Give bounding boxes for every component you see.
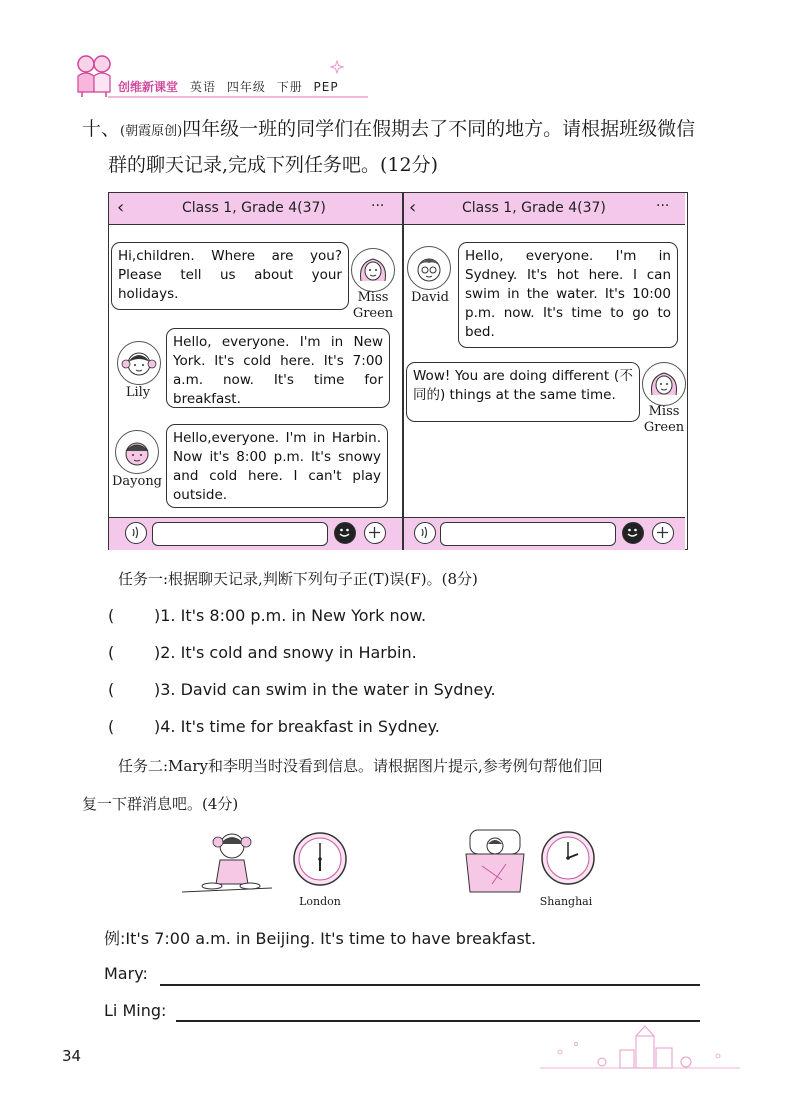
volume: 下册 bbox=[276, 80, 303, 94]
avatar-miss-green-2 bbox=[642, 362, 686, 406]
question-prompt-2: 群的聊天记录,完成下列任务吧。(12分) bbox=[108, 154, 439, 176]
more-icon[interactable]: ··· bbox=[656, 198, 670, 214]
avatar-david bbox=[407, 246, 451, 290]
boy-glasses-face-icon bbox=[408, 247, 450, 289]
edition: PEP bbox=[313, 80, 339, 94]
task2-line-2: 复一下群消息吧。(4分) bbox=[82, 795, 239, 813]
mary-answer-line[interactable] bbox=[160, 984, 700, 986]
name-miss-green-2: Miss Green bbox=[643, 404, 685, 435]
boy-sleeping-icon bbox=[462, 826, 528, 896]
back-icon[interactable]: ‹ bbox=[409, 197, 417, 218]
name-miss-green: Miss Green bbox=[352, 290, 394, 321]
plus-icon[interactable] bbox=[364, 522, 386, 544]
header-logo bbox=[70, 52, 118, 98]
grade: 四年级 bbox=[226, 80, 266, 94]
castle-deco-icon bbox=[540, 1022, 740, 1072]
avatar-dayong bbox=[115, 430, 159, 474]
avatar-lily bbox=[117, 341, 161, 385]
plus-icon[interactable] bbox=[652, 522, 674, 544]
message-input[interactable] bbox=[152, 522, 328, 546]
task2-line-1: 任务二:Mary和李明当时没看到信息。请根据图片提示,参考例句帮他们回 bbox=[118, 757, 603, 775]
book-info bbox=[190, 78, 345, 95]
chat-title-left: Class 1, Grade 4(37) bbox=[182, 200, 326, 216]
more-icon[interactable]: ··· bbox=[371, 198, 385, 214]
task1-heading: 任务一:根据聊天记录,判断下列句子正(T)误(F)。(8分) bbox=[118, 570, 478, 588]
task1-item-2: ( )2. It's cold and snowy in Harbin. bbox=[108, 643, 417, 662]
message-input[interactable] bbox=[440, 522, 616, 546]
boy-face-icon bbox=[116, 431, 158, 473]
name-dayong: Dayong bbox=[111, 474, 163, 489]
header-divider bbox=[108, 96, 368, 98]
question-source: (朝霞原创) bbox=[120, 124, 183, 139]
task1-item-1: ( )1. It's 8:00 p.m. in New York now. bbox=[108, 606, 427, 625]
chat-bubble-david: Hello, everyone. I'm in Sydney. It's hot here. I can swim in the water. It's 10:00 p.m. now. It's time to go to bed. bbox=[458, 242, 678, 348]
chat-title-right: Class 1, Grade 4(37) bbox=[462, 200, 606, 216]
chat-bubble-lily: Hello, everyone. I'm in New York. It's cold here. It's 7:00 a.m. now. It's time for breakfast. bbox=[166, 328, 390, 408]
caption-london: London bbox=[299, 895, 341, 908]
emoji-icon[interactable] bbox=[334, 522, 356, 544]
teacher-face-icon bbox=[352, 249, 394, 291]
name-lily: Lily bbox=[125, 385, 151, 400]
chat-bubble-miss-green-2: Wow! You are doing different (不同的) things at the same time. bbox=[406, 362, 640, 422]
example-sentence: 例:It's 7:00 a.m. in Beijing. It's time to have breakfast. bbox=[104, 929, 537, 948]
avatar-miss-green bbox=[351, 248, 395, 292]
voice-icon[interactable] bbox=[125, 522, 147, 544]
kids-logo-icon bbox=[70, 52, 118, 98]
task1-item-3: ( )3. David can swim in the water in Sydney. bbox=[108, 680, 496, 699]
teacher-face-icon bbox=[643, 363, 685, 405]
girl-eating-breakfast-icon bbox=[182, 826, 282, 896]
caption-shanghai: Shanghai bbox=[539, 895, 593, 908]
name-david: David bbox=[411, 290, 449, 305]
page-number: 34 bbox=[62, 1047, 82, 1065]
girl-face-icon bbox=[118, 342, 160, 384]
clock-shanghai-icon bbox=[540, 830, 596, 886]
star-deco-icon bbox=[330, 60, 344, 74]
subject: 英语 bbox=[190, 80, 217, 94]
question-number: 十、 bbox=[82, 118, 121, 140]
task1-item-4: ( )4. It's time for breakfast in Sydney. bbox=[108, 717, 440, 736]
back-icon[interactable]: ‹ bbox=[117, 197, 125, 218]
liming-label: Li Ming: bbox=[104, 1001, 167, 1020]
mary-label: Mary: bbox=[104, 964, 148, 983]
question-title bbox=[82, 114, 695, 147]
question-prompt-1: 四年级一班的同学们在假期去了不同的地方。请根据班级微信 bbox=[182, 118, 696, 140]
chat-bubble-miss-green: Hi,children. Where are you? Please tell us about your holidays. bbox=[111, 242, 349, 310]
brand-name: 创维新课堂 bbox=[118, 80, 179, 94]
chat-bubble-dayong: Hello,everyone. I'm in Harbin. Now it's 8:00 p.m. It's snowy and cold here. I can't play outside. bbox=[166, 424, 388, 508]
voice-icon[interactable] bbox=[414, 522, 436, 544]
chat-column-divider bbox=[402, 192, 404, 550]
clock-london-icon bbox=[292, 831, 348, 887]
emoji-icon[interactable] bbox=[622, 522, 644, 544]
